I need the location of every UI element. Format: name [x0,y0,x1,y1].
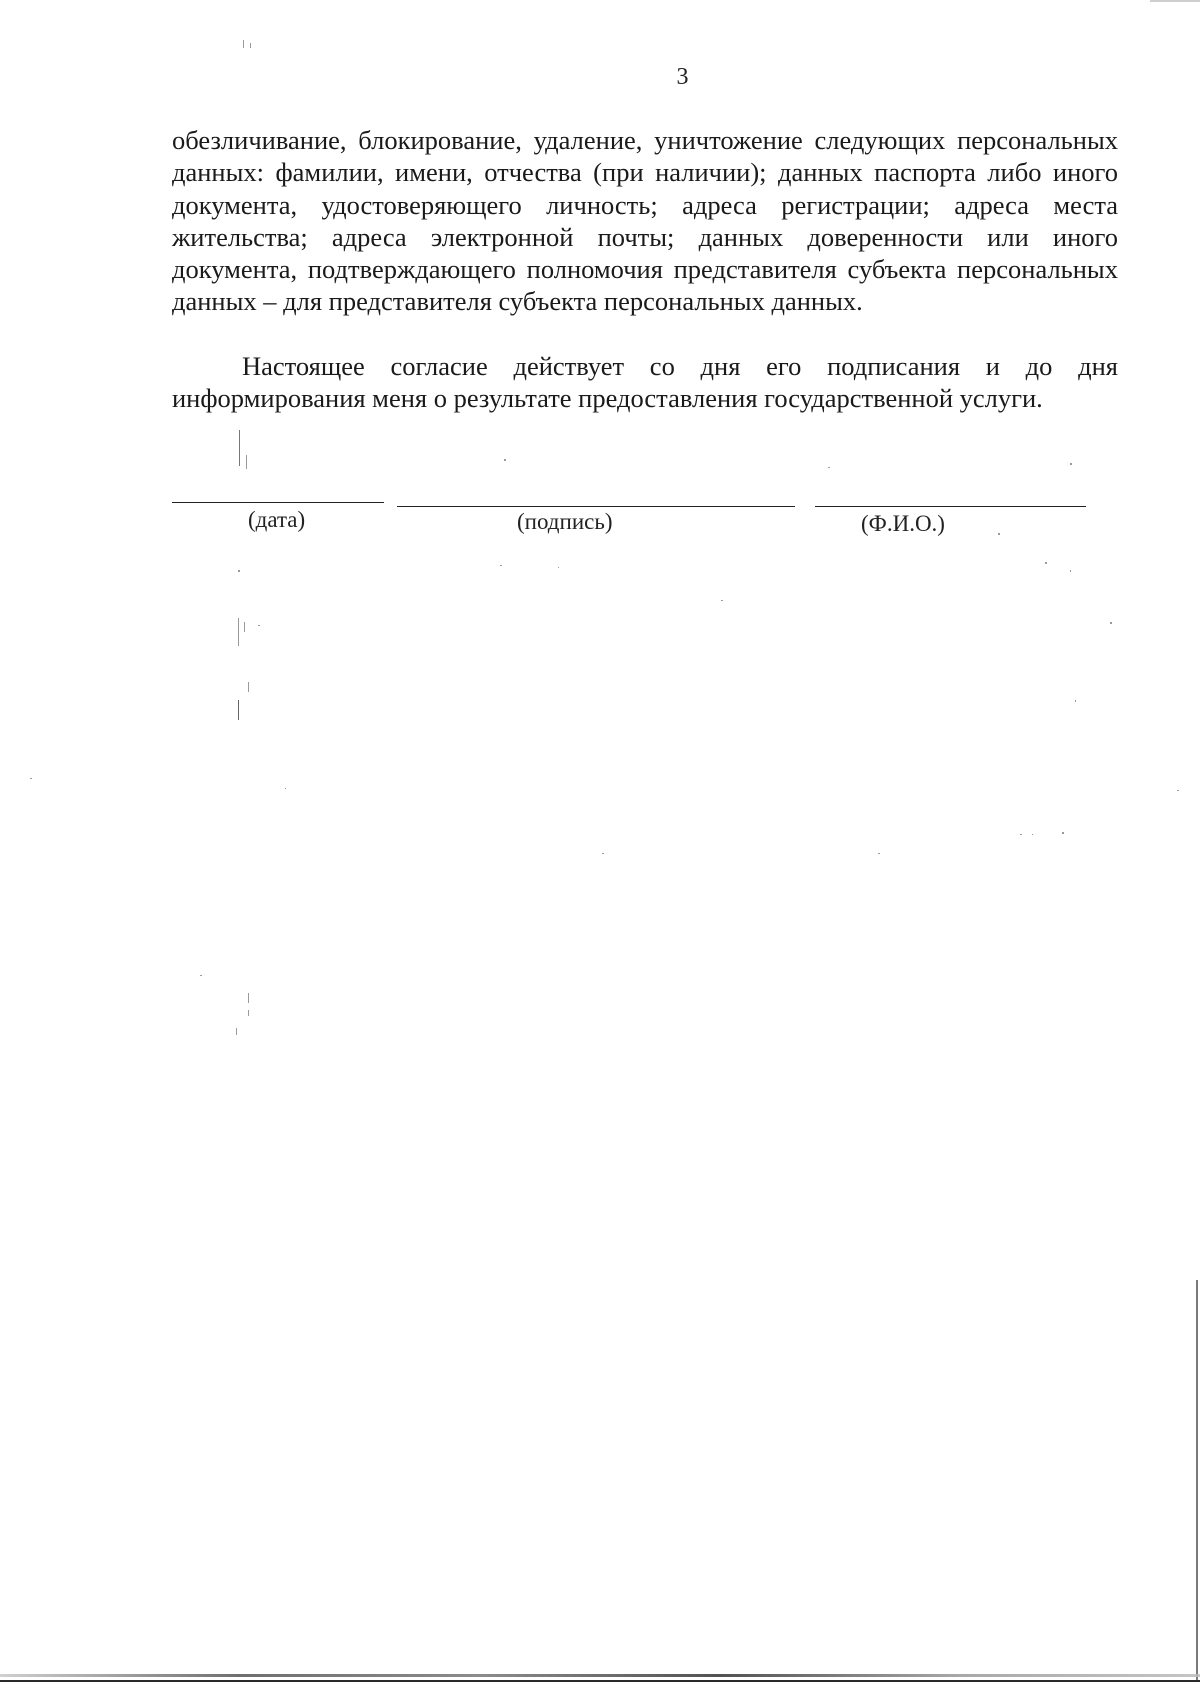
scan-speck [30,778,32,779]
name-line [815,506,1086,507]
scan-speck [244,622,245,632]
scan-speck [258,625,260,626]
scan-edge [1150,0,1200,2]
scan-speck [248,682,249,692]
scan-speck [1045,562,1047,564]
scan-speck [238,700,239,720]
scan-speck [248,1010,249,1016]
scan-speck [878,853,880,854]
date-line [172,502,384,503]
page-number: 3 [676,64,689,90]
scan-speck [200,975,202,976]
scan-speck [246,455,247,469]
scan-speck [998,533,1000,535]
scan-speck [1110,622,1112,624]
scan-speck [721,600,723,601]
scan-edge [1196,1280,1198,1680]
scan-speck [1177,790,1179,791]
scan-speck [285,788,286,789]
signature-line [397,506,795,507]
scan-speck [250,43,251,48]
scan-speck [1020,834,1022,835]
scan-edge [0,1680,1200,1682]
scan-speck [238,618,239,646]
scan-speck [236,1028,237,1035]
scan-speck [1032,834,1033,835]
scan-speck [504,459,506,461]
scan-speck [558,567,559,568]
scan-speck [1062,832,1064,834]
scan-speck [248,993,249,1003]
scan-edge [0,1674,1200,1677]
scan-speck [1070,463,1072,465]
signature-caption: (подпись) [517,509,613,534]
scan-speck [1070,570,1071,572]
scan-speck [1075,700,1076,702]
name-caption: (Ф.И.О.) [861,511,945,536]
scan-speck [239,430,240,466]
paragraph-data-list: обезличивание, блокирование, удаление, уничтожение следующих персональных данных: фамилии, имени, отчества (при наличии); данных паспорта либо иного документа, удостоверяющего личность; адреса регистрации; адреса места жительства; адреса электронной почты; данных доверенности или иного документа, подтверждающего полномочия представителя субъекта персональных данных – для представителя субъекта персональных данных. [172,125,1118,317]
date-caption: (дата) [248,507,306,532]
scan-speck [500,565,502,566]
scan-speck [602,853,604,854]
scan-speck [238,570,240,572]
paragraph-consent-validity: Настоящее согласие действует со дня его подписания и до дня информирования меня о результате предоставления государственной услуги. [172,351,1118,414]
scan-speck [243,40,244,48]
scan-speck [828,467,830,468]
